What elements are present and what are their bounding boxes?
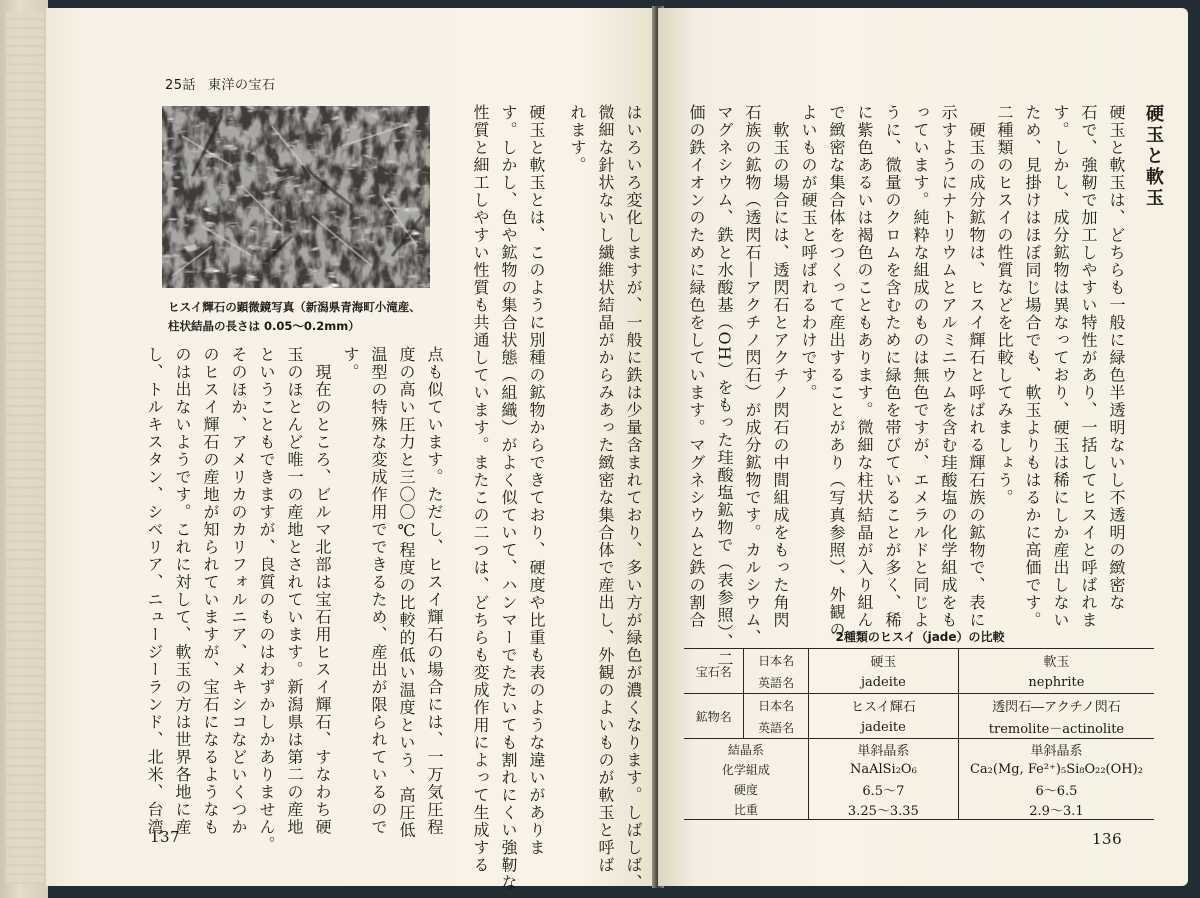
text-line: ということもできますが、良質のものはわずかしかありません。 <box>257 346 276 854</box>
text-line: す。 <box>341 346 360 381</box>
text-line: のは出ないようです。これに対して、軟玉の方は世界各地に産 <box>173 346 192 836</box>
left-upper-text-2 <box>466 104 550 892</box>
text-line: 硬玉と軟玉は、どちらも一般に緑色半透明ないし不透明の緻密な <box>1107 104 1126 612</box>
sub-header: 英語名 <box>744 716 808 739</box>
text-line: 温型の特殊な変成作用でできるため、産出が限られているので <box>369 346 388 836</box>
table-row <box>684 739 1154 760</box>
table-cell: 軟玉 <box>958 649 1154 672</box>
text-line: っています。純粋な組成のものは無色ですが、エメラルドと同じよ <box>911 104 930 629</box>
text-line: 硬玉と軟玉とは、このように別種の鉱物からできており、硬度や比重も表のような違いがありま <box>527 104 546 857</box>
page-number-right: 136 <box>1092 830 1123 848</box>
table-row <box>684 671 1154 694</box>
chapter-title: 東洋の宝石 <box>208 78 276 93</box>
sub-header: 日本名 <box>744 694 808 717</box>
text-line: よいものが硬玉と呼ばれるわけです。 <box>799 104 818 402</box>
table-cell: 6.5〜7 <box>808 779 958 799</box>
micrograph-texture <box>162 106 430 288</box>
text-line: れます。 <box>568 104 587 174</box>
row-header-specific-gravity: 比重 <box>684 799 808 820</box>
text-line: うに、微量のクロムを含むために緑色を帯びていることが多く、稀 <box>883 104 902 629</box>
row-header-gem-name: 宝石名 <box>684 649 744 694</box>
row-header-mineral-name: 鉱物名 <box>684 694 744 739</box>
text-line: マグネシウム、鉄と水酸基（OH）をもった珪酸塩鉱物で（表参照）、二 <box>715 104 734 669</box>
photo-caption <box>168 298 448 336</box>
row-header-composition: 化学組成 <box>721 762 770 777</box>
text-line: 度の高い圧力と三〇〇℃程度の比較的低い温度という、高圧低 <box>397 346 416 839</box>
text-line: に紫色あるいは褐色のこともあります。微細な柱状結晶が入り組ん <box>855 104 874 629</box>
text-line: 性質と細工しやすい性質も共通しています。またこの二つは、どちらも変成作用によって生成する <box>471 104 490 874</box>
text-line: 二種類のヒスイの性質などを比較してみましょう。 <box>995 104 1014 507</box>
row-header-crystal-system: 結晶系 <box>684 739 808 760</box>
caption-line-1: ヒスイ輝石の顕微鏡写真（新潟県青海町小滝産、 <box>168 300 421 314</box>
running-head <box>165 74 276 93</box>
table-cell: Ca₂(Mg, Fe²⁺)₅Si₈O₂₂(OH)₂ <box>958 759 1154 779</box>
book-cover-edge <box>0 0 48 898</box>
text-line: 玉のほとんど唯一の産地とされています。新潟県は第二の産地 <box>285 346 304 836</box>
table-cell: 透閃石―アクチノ閃石 <box>958 694 1154 717</box>
table-row <box>684 759 1154 779</box>
text-line: ため、見掛けはほぼ同じ場合でも、軟玉よりもはるかに高価です。 <box>1023 104 1042 629</box>
page-number-left: 137 <box>150 828 181 846</box>
sub-header: 日本名 <box>744 649 808 672</box>
text-line: のヒスイ輝石の産地が知られていますが、宝石になるようなも <box>201 346 220 836</box>
left-lower-text <box>140 346 448 854</box>
table-cell: jadeite <box>808 716 958 739</box>
table-row <box>684 779 1154 799</box>
text-line: す。しかし、色や鉱物の集合状態（組織）がよく似ていて、ハンマーでたたいても割れにくい強靭な <box>499 104 518 892</box>
text-line: す。しかし、成分鉱物は異なっており、硬玉は稀にしか産出しない <box>1051 104 1070 629</box>
table-cell: ヒスイ輝石 <box>808 694 958 717</box>
section-title: 硬玉と軟玉 <box>1143 104 1164 209</box>
table-row <box>684 649 1154 672</box>
text-line: 示すようにナトリウムとアルミニウムを含む珪酸塩の化学組成をも <box>939 104 958 629</box>
text-line: そのほか、アメリカのカリフォルニア、メキシコなどいくつか <box>229 346 248 836</box>
table-cell: tremolite－actinolite <box>958 716 1154 739</box>
table-cell: 単斜晶系 <box>808 739 958 760</box>
table-cell: 3.25〜3.35 <box>808 799 958 820</box>
left-upper-text-1 <box>563 104 647 892</box>
table-cell: NaAlSi₂O₆ <box>808 759 958 779</box>
text-line: 軟玉の場合には、透閃石とアクチノ閃石の中間組成をもった角閃 <box>771 104 790 629</box>
text-line: 石で、強靭で加工しやすい特性があり、一括してヒスイと呼ばれま <box>1079 104 1098 629</box>
text-line: 石族の鉱物（透閃石―アクチノ閃石）が成分鉱物です。カルシウム、 <box>743 104 762 647</box>
table-cell: 硬玉 <box>808 649 958 672</box>
chapter-number: 25話 <box>165 78 197 93</box>
text-line: 微細な針状ないし繊維状結晶がからみあった緻密な集合体で産出し、外観のよいものが軟玉と呼ば <box>596 104 615 874</box>
page-edges <box>6 12 44 884</box>
sub-header: 英語名 <box>744 671 808 694</box>
row-header-hardness: 硬度 <box>733 782 758 797</box>
table-cell: 2.9〜3.1 <box>958 799 1154 820</box>
text-line: 点も似ています。ただし、ヒスイ輝石の場合には、一万気圧程 <box>425 346 444 836</box>
text-line: 価の鉄イオンのために緑色をしています。マグネシウムと鉄の割合 <box>687 104 706 629</box>
caption-line-2: 柱状結晶の長さは 0.05〜0.2mm） <box>168 319 360 333</box>
text-line: はいろいろ変化しますが、一般に鉄は少量含まれており、多い方が緑色が濃くなります。しばしば、 <box>624 104 643 892</box>
text-line: 現在のところ、ビルマ北部は宝石用ヒスイ輝石、すなわち硬 <box>313 346 332 836</box>
jade-comparison-table <box>684 648 1154 820</box>
text-line: し、トルキスタン、シベリア、ニュージーランド、北米、台湾 <box>145 346 164 836</box>
table-cell: 単斜晶系 <box>958 739 1154 760</box>
table-row <box>684 694 1154 717</box>
table-cell: nephrite <box>958 671 1154 694</box>
table-cell: 6〜6.5 <box>958 779 1154 799</box>
table-cell: jadeite <box>808 671 958 694</box>
text-line: 硬玉の成分鉱物は、ヒスイ輝石と呼ばれる輝石族の鉱物で、表に <box>967 104 986 629</box>
table-row <box>684 716 1154 739</box>
text-line: で緻密な集合体をつくって産出することがあり（写真参照）、外観の <box>827 104 846 639</box>
table-row <box>684 799 1154 820</box>
micrograph-photo <box>162 106 430 288</box>
table-title: 2種類のヒスイ（jade）の比較 <box>835 630 1005 644</box>
